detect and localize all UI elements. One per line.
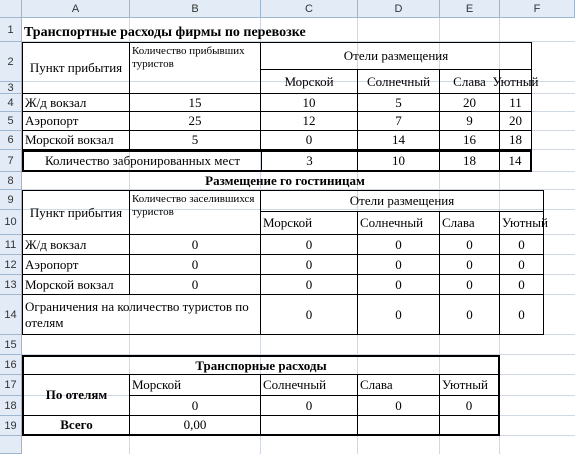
t2-hotel-solnechny[interactable]: Солнечный xyxy=(358,212,440,235)
t1-cell[interactable]: 11 xyxy=(500,94,532,112)
t2-row-count[interactable]: 0 xyxy=(130,235,261,255)
t2-cell[interactable]: 0 xyxy=(500,235,544,255)
t1-row-count[interactable]: 25 xyxy=(130,112,261,131)
t1-cell[interactable]: 14 xyxy=(358,131,440,150)
t3-empty-cell[interactable] xyxy=(261,416,358,436)
column-header-f[interactable]: F xyxy=(500,0,575,18)
table2-title[interactable]: Размещение го гостиницам xyxy=(205,173,365,188)
t1-cell[interactable]: 20 xyxy=(440,94,500,112)
t1-cell[interactable]: 10 xyxy=(261,94,358,112)
t3-cost-cell[interactable]: 0 xyxy=(261,396,358,416)
t2-hotel-morskoy[interactable]: Морской xyxy=(261,212,358,235)
t1-booked-label[interactable]: Количество забронированных мест xyxy=(22,150,261,172)
t3-total-value[interactable]: 0,00 xyxy=(130,416,261,436)
t1-hotel-slava[interactable]: Слава xyxy=(440,70,500,94)
row-header-4[interactable]: 4 xyxy=(0,94,22,112)
t2-cell[interactable]: 0 xyxy=(358,255,440,275)
row-header-19[interactable]: 19 xyxy=(0,416,22,436)
t2-limit-cell[interactable]: 0 xyxy=(358,295,440,335)
t1-cell[interactable]: 7 xyxy=(358,112,440,131)
t1-booked-cell[interactable]: 14 xyxy=(500,150,532,172)
t2-row-count[interactable]: 0 xyxy=(130,275,261,295)
t1-cell[interactable]: 9 xyxy=(440,112,500,131)
row-header-11[interactable]: 11 xyxy=(0,235,22,255)
row-header-7[interactable]: 7 xyxy=(0,150,22,172)
t2-hotels-header[interactable]: Отели размещения xyxy=(261,190,544,212)
row-header-5[interactable]: 5 xyxy=(0,112,22,131)
row-header-18[interactable]: 18 xyxy=(0,396,22,416)
t3-hotel-uyutny[interactable]: Уютный xyxy=(440,375,500,396)
row-header-12[interactable]: 12 xyxy=(0,255,22,275)
t2-row-label[interactable]: Морской вокзал xyxy=(22,275,130,295)
t2-row-label[interactable]: Аэропорт xyxy=(22,255,130,275)
t2-cell[interactable]: 0 xyxy=(358,235,440,255)
t2-cell[interactable]: 0 xyxy=(261,255,358,275)
t3-cost-cell[interactable]: 0 xyxy=(130,396,261,416)
t1-cell[interactable]: 16 xyxy=(440,131,500,150)
row-header-9[interactable]: 9 xyxy=(0,190,22,210)
t3-hotel-morskoy[interactable]: Морской xyxy=(130,375,261,396)
t3-cost-cell[interactable]: 0 xyxy=(440,396,500,416)
row-header-20[interactable] xyxy=(0,436,22,454)
t2-arrival-header[interactable]: Пункт прибытия xyxy=(22,190,130,235)
row-header-2[interactable]: 2 xyxy=(0,42,22,82)
column-header-c[interactable]: C xyxy=(261,0,358,18)
t2-limit-cell[interactable]: 0 xyxy=(261,295,358,335)
t2-hotel-uyutny[interactable]: Уютный xyxy=(500,212,544,235)
t3-cost-cell[interactable]: 0 xyxy=(358,396,440,416)
t2-cell[interactable]: 0 xyxy=(500,255,544,275)
t1-cell[interactable]: 18 xyxy=(500,131,532,150)
t1-cell[interactable]: 0 xyxy=(261,131,358,150)
row-header-13[interactable]: 13 xyxy=(0,275,22,295)
t1-hotels-header[interactable]: Отели размещения xyxy=(261,42,532,70)
column-header-b[interactable]: B xyxy=(130,0,261,18)
t2-limit-label[interactable]: Ограничения на количество туристов по отелям xyxy=(22,295,261,335)
row-header-8[interactable]: 8 xyxy=(0,172,22,190)
t2-count-header[interactable]: Количество заселившихся туристов xyxy=(130,190,261,235)
table1-title[interactable]: Транспортные расходы фирмы по перевозке xyxy=(24,25,306,40)
t1-row-label[interactable]: Ж/д вокзал xyxy=(22,94,130,112)
t2-cell[interactable]: 0 xyxy=(358,275,440,295)
row-header-6[interactable]: 6 xyxy=(0,131,22,150)
t2-cell[interactable]: 0 xyxy=(261,275,358,295)
t1-row-label[interactable]: Аэропорт xyxy=(22,112,130,131)
t2-cell[interactable]: 0 xyxy=(440,255,500,275)
row-header-10[interactable]: 10 xyxy=(0,210,22,235)
t2-cell[interactable]: 0 xyxy=(440,235,500,255)
table3-title[interactable]: Транспорные расходы xyxy=(22,355,500,375)
t1-count-header[interactable]: Количество прибывших туристов xyxy=(130,42,261,94)
t2-cell[interactable]: 0 xyxy=(500,275,544,295)
row-header-1[interactable]: 1 xyxy=(0,18,22,42)
t3-empty-cell[interactable] xyxy=(358,416,440,436)
t2-hotel-slava[interactable]: Слава xyxy=(440,212,500,235)
t2-cell[interactable]: 0 xyxy=(261,235,358,255)
t1-cell[interactable]: 5 xyxy=(358,94,440,112)
t1-row-label[interactable]: Морской вокзал xyxy=(22,131,130,150)
t1-arrival-header[interactable]: Пункт прибытия xyxy=(22,42,130,94)
t3-empty-cell[interactable] xyxy=(440,416,500,436)
t1-row-count[interactable]: 15 xyxy=(130,94,261,112)
column-header-d[interactable]: D xyxy=(358,0,440,18)
t1-booked-cell[interactable]: 18 xyxy=(440,150,500,172)
row-header-17[interactable]: 17 xyxy=(0,375,22,396)
t2-limit-cell[interactable]: 0 xyxy=(500,295,544,335)
t3-by-hotels-label[interactable]: По отелям xyxy=(22,375,130,416)
t3-hotel-solnechny[interactable]: Солнечный xyxy=(261,375,358,396)
t1-hotel-uyutny[interactable]: Уютный xyxy=(500,70,532,94)
row-header-14[interactable]: 14 xyxy=(0,295,22,335)
row-header-16[interactable]: 16 xyxy=(0,355,22,375)
t2-cell[interactable]: 0 xyxy=(440,275,500,295)
t2-row-count[interactable]: 0 xyxy=(130,255,261,275)
t3-total-label[interactable]: Всего xyxy=(22,416,130,436)
t1-booked-cell[interactable]: 10 xyxy=(358,150,440,172)
t1-hotel-solnechny[interactable]: Солнечный xyxy=(358,70,440,94)
t3-hotel-slava[interactable]: Слава xyxy=(358,375,440,396)
t1-cell[interactable]: 20 xyxy=(500,112,532,131)
column-header-a[interactable]: A xyxy=(22,0,130,18)
t1-hotel-morskoy[interactable]: Морской xyxy=(261,70,358,94)
row-header-3[interactable]: 3 xyxy=(0,82,22,94)
select-all-corner[interactable] xyxy=(0,0,22,18)
row-header-15[interactable]: 15 xyxy=(0,335,22,355)
t1-row-count[interactable]: 5 xyxy=(130,131,261,150)
t2-limit-cell[interactable]: 0 xyxy=(440,295,500,335)
t1-cell[interactable]: 12 xyxy=(261,112,358,131)
t1-booked-cell[interactable]: 3 xyxy=(261,150,358,172)
t2-row-label[interactable]: Ж/д вокзал xyxy=(22,235,130,255)
column-header-e[interactable]: E xyxy=(440,0,500,18)
